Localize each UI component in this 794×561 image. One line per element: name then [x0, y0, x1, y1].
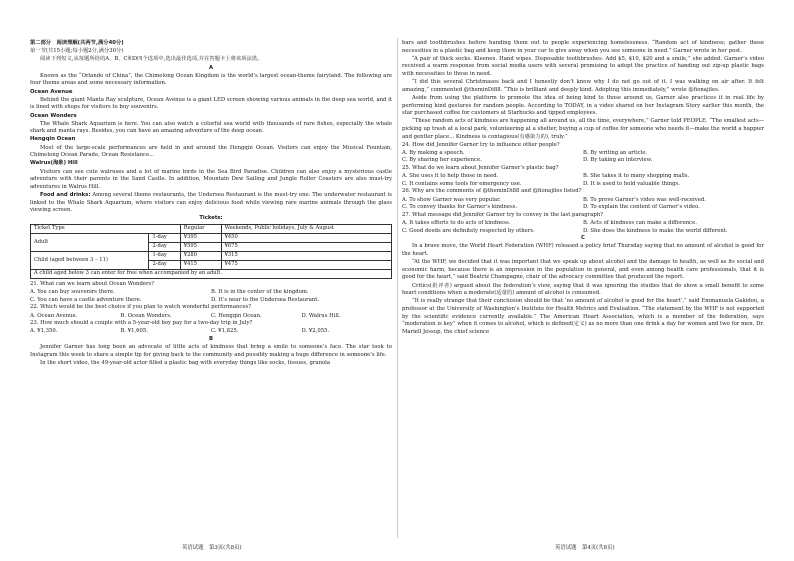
para-hengqin-ocean: Most of the large-scale performances are held in and around the Hengqin Ocean. Visitors can enjoy the Musical Fountain, Chimelong Ocean Parade, Ocean Resistance... — [30, 144, 392, 159]
option: A. You can buy souvenirs there. — [30, 289, 115, 296]
passage-b-para: Aside from using the platform to promote the idea of being kind to those around us, Garner also practices it in real life by performing kind gestures for random people. According to TODAY, in a video shared on her Instagram Story earlier this month, the star purchased coffee for customers at Starbucks and tipped employees. — [402, 94, 764, 117]
options-21 — [30, 289, 392, 297]
options-27 — [402, 220, 764, 228]
left-page — [30, 40, 392, 368]
option: C. To convey thanks for Garner’s kindness. — [402, 204, 518, 211]
duration: 1-day — [149, 251, 180, 260]
passage-b-para: “These random acts of kindness are happening all around us, all the time, everywhere,” Garner told PEOPLE. “The smallest acts—picking up trash at a local park, volunteering at a shelter, buying a cup of coffee for someone who needs it—make the world a happier and gentler place... Kindness is contagious(有感染力的), truly.” — [402, 118, 764, 140]
table-header: Weekends, Public holidays, July & August — [221, 224, 391, 233]
table-row — [31, 233, 392, 242]
option: A. ¥1,350. — [30, 328, 58, 335]
passage-b-para: In the short video, the 49-year-old actor filled a plastic bag with everyday things like socks, tissues, granola — [40, 359, 331, 366]
table-header: Ticket Type — [31, 224, 181, 233]
option: D. ¥2,055. — [301, 328, 330, 335]
heading-walrus-hill: Walrus(海象) Hill — [30, 160, 78, 167]
option: C. It contains some tools for emergency use. — [402, 180, 522, 187]
instruction: 阅读下列短文,从每题所给的A、B、C和D四个选项中,选出最佳选项,并在答题卡上将该项涂黑。 — [40, 56, 263, 63]
passage-c-para: Critics(批评者) argued about the federation’s view, saying that it was ignoring the studies that do show a small benefit to some heart conditions when a moderate(适量的) amount of alcohol is consumed. — [402, 282, 764, 297]
option: A. By making a speech. — [402, 149, 465, 156]
option: A. It takes efforts to do acts of kindness. — [402, 220, 511, 226]
question-26: 26. Why are the comments of @theminDi88 and @fionajiles listed? — [402, 188, 582, 195]
price: ¥475 — [221, 260, 391, 269]
passage-b-para: bars and toothbrushes before handing them out to people experiencing homelessness. “Random act of kindness; gather these necessities in a plastic bag and keep them in your car to give away when you see someone in need.” Garner wrote in her post. — [402, 40, 764, 54]
passage-b-para: “A pair of thick socks. Kleenex. Hand wipes. Disposable toothbrushes. Add $5, $10, $20 and a smile,” she added. Garner’s video received a warm response from social media users with several promising to adopt the practice of handing out zip-up plastic bags with necessities to those in need. — [402, 55, 764, 77]
price: ¥280 — [180, 251, 221, 260]
ticket-type-adult: Adult — [31, 233, 149, 251]
option: C. ¥1,825. — [211, 328, 239, 335]
option: B. To prove Garner’s video was well-received. — [583, 196, 706, 203]
option: A. She uses it to help those in need. — [402, 173, 499, 180]
option: D. It’s near to the Undersea Restaurant. — [211, 296, 320, 303]
question-22: 22. Which would be the best choice if you plan to watch wonderful performances? — [30, 304, 252, 311]
para-ocean-wonders: The Whale Shark Aquarium is here. You can also watch a colorful sea world with thousands of rare fishes, especially the whale shark and manta rays. Besides, you can have an amazing adventure of the deep ocean. — [30, 120, 392, 135]
duration: 1-day — [149, 233, 180, 242]
option: D. To explain the content of Garner’s video. — [583, 204, 700, 211]
page-footer-right: 英语试题 第4页(共8页) — [555, 545, 615, 551]
option: B. She takes it to many shopping malls. — [583, 173, 690, 180]
page-footer-left: 英语试题 第3页(共8页) — [182, 545, 242, 551]
table-header-row — [31, 224, 392, 233]
price: ¥415 — [180, 260, 221, 269]
price: ¥395 — [180, 233, 221, 242]
passage-b-label: B — [208, 335, 214, 342]
ticket-table — [30, 224, 392, 279]
para-ocean-avenue: Behind the giant Manta Ray sculpture, Ocean Avenue is a giant LED screen showing various animals in the deep sea world, and it is lined with shops for visitors to buy souvenirs. — [30, 96, 392, 111]
heading-hengqin-ocean: Hengqin Ocean — [30, 136, 76, 143]
option: B. ¥1,605. — [120, 328, 148, 335]
right-page — [402, 40, 764, 337]
passage-c-label: C — [581, 235, 585, 242]
option: D. Walrus Hill. — [301, 312, 341, 319]
duration: 2-day — [149, 242, 180, 251]
option: C. Good deeds are definitely respected by others. — [402, 227, 535, 234]
question-27: 27. What message did Jennifer Garner try to convey in the last paragraph? — [402, 211, 604, 218]
option: C. Hengqin Ocean. — [211, 312, 262, 319]
options-26 — [402, 197, 764, 205]
passage-a-intro: Known as the “Orlando of China”, the Chimelong Ocean Kingdom is the world’s largest ocean-theme fairyland. The following are four theme areas and some necessary information. — [30, 72, 392, 87]
passage-b-para: “I did this several Christmases back and I honestly don’t know why I do not go out of it. I was walking on air after. It felt amazing,” commented @theminDi88. “This is brilliant and deeply kind. Adopting this immediately,” wrote @fionajiles. — [402, 79, 764, 93]
option: B. Acts of kindness can make a difference. — [583, 220, 697, 226]
page-divider — [397, 38, 398, 538]
price: ¥315 — [221, 251, 391, 260]
table-note: A child aged below 3 can enter for free when accompanied by an adult. — [31, 269, 392, 278]
question-25: 25. What do we learn about Jennifer Garner’s plastic bag? — [402, 165, 559, 172]
passage-b-para: Jennifer Garner has long been an advocate of little acts of kindness that bring a smile to someone’s face. The star took to Instagram this week to share a simple tip for giving back to the community and possibly making a huge difference in someone’s life. — [30, 344, 392, 358]
option: C. You can have a castle adventure there. — [30, 296, 142, 303]
options-23 — [30, 328, 392, 336]
table-row — [31, 251, 392, 260]
passage-a-label: A — [208, 64, 214, 71]
option: A. To show Garner was very popular. — [402, 196, 501, 203]
option: B. Ocean Wonders. — [120, 312, 172, 319]
options-24 — [402, 157, 764, 165]
duration: 2-day — [149, 260, 180, 269]
option: C. By sharing her experience. — [402, 157, 482, 164]
option: D. By taking an interview. — [583, 157, 653, 164]
para-walrus-hill: Visitors can see cute walruses and a lot of marine birds in the Sea Bird Paradise. Children can also enjoy a mysterious castle adventure with their parents in the Sand Castle. In addition, Mountain Dew Sailing and Jungle Roller Coasters are also must-try adventures in Walrus Hill. — [30, 168, 392, 190]
options-25 — [402, 173, 764, 181]
options-24 — [402, 150, 764, 158]
food-text: Among several theme restaurants, the Undersea Restaurant is the must-try one. The underwater restaurant is linked to the Whale Shark Aquarium, where visitors can enjoy delicious food while viewing rare marine animals through the glass viewing screen. — [30, 192, 392, 214]
para-food — [30, 192, 392, 215]
option: D. It is used to hold valuable things. — [583, 180, 680, 187]
passage-c-para: “It is really strange that their conclusion should be that ‘no amount of alcohol is good for the heart’,” said Emmanuela Gakidou, a professor at the University of Washington’s Institute for Health Metrics and Evaluation. “The statement by the WHF is not supported by the scientific evidence currently available.” The American Heart Association, which is a member of the federation, says “moderation is key” when it comes to alcohol, which is defined(定义) as no more than one drink a day for women and two for men. Dr. Mariell Jessup, the chief science — [402, 298, 764, 335]
part-title: 第一节(共15小题;每小题2分,满分30分) — [30, 48, 124, 55]
tickets-heading: Tickets: — [199, 215, 223, 222]
option: B. It is in the center of the kingdom. — [211, 289, 309, 296]
price: ¥595 — [180, 242, 221, 251]
price: ¥675 — [221, 242, 391, 251]
section-title: 第二部分 阅读理解(共两节,满分40分) — [30, 40, 124, 46]
option: A. Ocean Avenue. — [30, 312, 78, 319]
question-24: 24. How did Jennifer Garner try to influence other people? — [402, 141, 560, 148]
option: D. She does the kindness to make the world different. — [583, 227, 728, 234]
table-header: Regular — [180, 224, 221, 233]
passage-c-para: In a brave move, the World Heart Federation (WHF) released a policy brief Thursday saying that no amount of alcohol is good for the heart. — [402, 243, 764, 257]
question-21: 21. What can we learn about Ocean Wonders? — [30, 280, 155, 287]
options-26 — [402, 204, 764, 212]
food-heading: Food and drinks: — [40, 192, 91, 198]
options-22 — [30, 313, 392, 321]
ticket-type-child: Child (aged between 3 – 11) — [31, 251, 149, 269]
passage-c-para: “At the WHF, we decided that it was important that we speak up about alcohol and the damage to health, as well as its social and economic harm, because there is an impression in the population in general, and even among health care professionals, that it is good for the heart,” said Beatriz Champagne, chair of the advocacy committee that produced the report. — [402, 259, 764, 281]
price: ¥450 — [221, 233, 391, 242]
table-row — [31, 269, 392, 278]
heading-ocean-wonders: Ocean Wonders — [30, 112, 77, 119]
heading-ocean-avenue: Ocean Avenue — [30, 88, 73, 95]
options-21 — [30, 297, 392, 305]
options-27 — [402, 228, 764, 236]
option: B. By writing an article. — [583, 149, 648, 156]
question-23: 23. How much should a couple with a 5-year-old boy pay for a two-day trip in July? — [30, 320, 253, 327]
